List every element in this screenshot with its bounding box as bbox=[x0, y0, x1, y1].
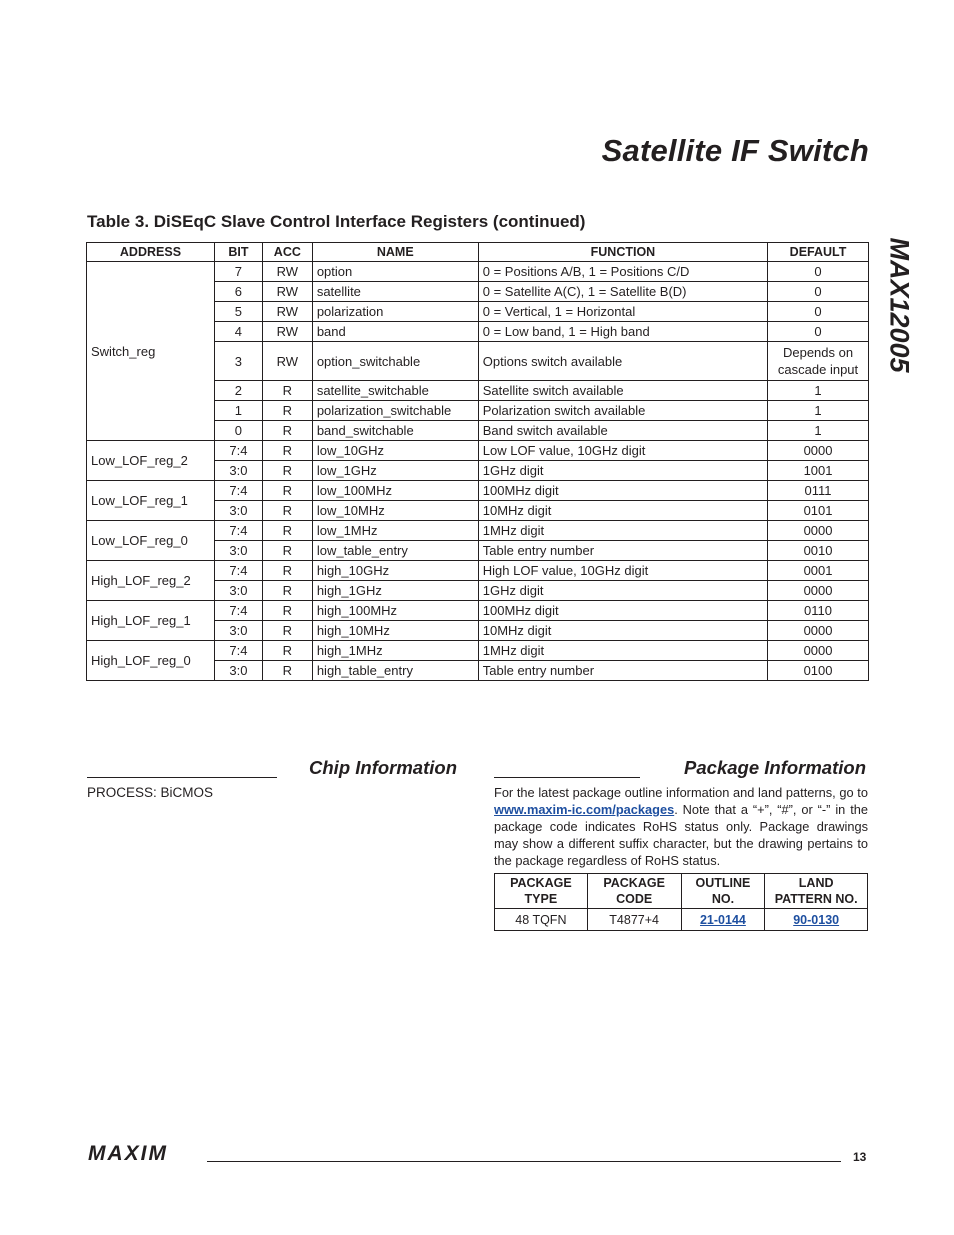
name-cell: low_100MHz bbox=[312, 481, 478, 501]
function-cell: 1GHz digit bbox=[478, 581, 767, 601]
outline-no-cell bbox=[681, 909, 765, 931]
default-cell: 0 bbox=[768, 262, 869, 282]
function-cell: 100MHz digit bbox=[478, 481, 767, 501]
default-cell: 1001 bbox=[768, 461, 869, 481]
bit-cell: 3:0 bbox=[214, 621, 262, 641]
name-cell: option bbox=[312, 262, 478, 282]
acc-cell: R bbox=[262, 401, 312, 421]
default-cell: 0100 bbox=[768, 661, 869, 681]
column-header bbox=[587, 874, 681, 909]
table-row bbox=[495, 909, 868, 931]
bit-cell: 4 bbox=[214, 322, 262, 342]
name-cell: high_100MHz bbox=[312, 601, 478, 621]
acc-cell: R bbox=[262, 461, 312, 481]
page-title: Satellite IF Switch bbox=[601, 133, 869, 168]
function-cell: 0 = Satellite A(C), 1 = Satellite B(D) bbox=[478, 282, 767, 302]
name-cell: low_10MHz bbox=[312, 501, 478, 521]
function-cell: Band switch available bbox=[478, 421, 767, 441]
default-cell: 0001 bbox=[768, 561, 869, 581]
package-type-cell: 48 TQFN bbox=[495, 909, 588, 931]
name-cell: polarization bbox=[312, 302, 478, 322]
function-cell: High LOF value, 10GHz digit bbox=[478, 561, 767, 581]
table-row bbox=[87, 601, 869, 621]
table-header-row bbox=[87, 243, 869, 262]
name-cell: high_10MHz bbox=[312, 621, 478, 641]
address-cell: High_LOF_reg_1 bbox=[87, 601, 215, 641]
default-cell: 0 bbox=[768, 282, 869, 302]
chip-information-heading bbox=[87, 757, 457, 781]
package-information-heading bbox=[494, 757, 866, 781]
acc-cell: RW bbox=[262, 282, 312, 302]
table-header-row bbox=[495, 874, 868, 909]
acc-cell: R bbox=[262, 481, 312, 501]
table-title: Table 3. DiSEqC Slave Control Interface Registers (continued) bbox=[87, 212, 586, 231]
name-cell: high_10GHz bbox=[312, 561, 478, 581]
bit-cell: 7 bbox=[214, 262, 262, 282]
name-cell: low_10GHz bbox=[312, 441, 478, 461]
acc-cell: R bbox=[262, 581, 312, 601]
bit-cell: 7:4 bbox=[214, 481, 262, 501]
acc-cell: RW bbox=[262, 262, 312, 282]
header-line: CODE bbox=[616, 892, 653, 906]
package-table bbox=[494, 873, 868, 931]
bit-cell: 7:4 bbox=[214, 441, 262, 461]
default-cell: 0000 bbox=[768, 581, 869, 601]
paragraph-text: . Note that a “+”, “#”, or “-” in the package code indicates RoHS status only. Package drawings may show a different suffix character, but the drawing pertains to the package regardless of RoHS status. bbox=[494, 802, 868, 868]
address-cell: High_LOF_reg_2 bbox=[87, 561, 215, 601]
name-cell: high_table_entry bbox=[312, 661, 478, 681]
function-cell: Low LOF value, 10GHz digit bbox=[478, 441, 767, 461]
bit-cell: 0 bbox=[214, 421, 262, 441]
name-cell: low_1GHz bbox=[312, 461, 478, 481]
bit-cell: 7:4 bbox=[214, 521, 262, 541]
maxim-logo bbox=[88, 1144, 202, 1162]
bit-cell: 2 bbox=[214, 381, 262, 401]
function-cell: Polarization switch available bbox=[478, 401, 767, 421]
column-header: ACC bbox=[262, 243, 312, 262]
header-line: PACKAGE bbox=[603, 876, 665, 890]
function-cell: Options switch available bbox=[478, 342, 767, 381]
acc-cell: R bbox=[262, 661, 312, 681]
heading-rule bbox=[494, 777, 640, 778]
default-cell: 0101 bbox=[768, 501, 869, 521]
side-part-number bbox=[881, 210, 917, 400]
name-cell: low_table_entry bbox=[312, 541, 478, 561]
table-row bbox=[87, 641, 869, 661]
acc-cell: R bbox=[262, 501, 312, 521]
bit-cell: 6 bbox=[214, 282, 262, 302]
land-pattern-link[interactable]: 90-0130 bbox=[793, 912, 840, 927]
acc-cell: R bbox=[262, 641, 312, 661]
bit-cell: 3:0 bbox=[214, 581, 262, 601]
chip-information-title: Chip Information bbox=[309, 757, 457, 778]
column-header: BIT bbox=[214, 243, 262, 262]
table-row bbox=[87, 521, 869, 541]
default-cell: 1 bbox=[768, 421, 869, 441]
column-header bbox=[765, 874, 868, 909]
function-cell: 10MHz digit bbox=[478, 501, 767, 521]
table-row bbox=[87, 561, 869, 581]
heading-rule bbox=[87, 777, 277, 778]
acc-cell: RW bbox=[262, 342, 312, 381]
packages-link[interactable]: www.maxim-ic.com/packages bbox=[494, 802, 675, 817]
acc-cell: R bbox=[262, 381, 312, 401]
bit-cell: 3 bbox=[214, 342, 262, 381]
default-cell: 0000 bbox=[768, 441, 869, 461]
default-cell: 0000 bbox=[768, 521, 869, 541]
name-cell: high_1MHz bbox=[312, 641, 478, 661]
function-cell: Table entry number bbox=[478, 541, 767, 561]
land-pattern-cell bbox=[765, 909, 868, 931]
default-cell: 0 bbox=[768, 322, 869, 342]
process-text: PROCESS: BiCMOS bbox=[87, 785, 214, 800]
default-cell: 1 bbox=[768, 401, 869, 421]
default-cell: 0000 bbox=[768, 621, 869, 641]
default-cell: 0 bbox=[768, 302, 869, 322]
table-row bbox=[87, 262, 869, 282]
address-cell: Switch_reg bbox=[87, 262, 215, 441]
paragraph-text: For the latest package outline information and land patterns, go to bbox=[494, 785, 868, 800]
header-line: TYPE bbox=[524, 892, 558, 906]
header-line: PACKAGE bbox=[510, 876, 572, 890]
default-cell: 0111 bbox=[768, 481, 869, 501]
column-header: DEFAULT bbox=[768, 243, 869, 262]
acc-cell: R bbox=[262, 421, 312, 441]
package-info-paragraph bbox=[494, 784, 868, 869]
package-code-cell: T4877+4 bbox=[587, 909, 681, 931]
default-line: Depends on bbox=[782, 345, 854, 360]
outline-link[interactable]: 21-0144 bbox=[699, 912, 746, 927]
bit-cell: 3:0 bbox=[214, 461, 262, 481]
package-information-title: Package Information bbox=[684, 757, 866, 778]
column-header bbox=[495, 874, 588, 909]
default-cell: 1 bbox=[768, 381, 869, 401]
name-cell: band bbox=[312, 322, 478, 342]
name-cell: satellite bbox=[312, 282, 478, 302]
acc-cell: RW bbox=[262, 322, 312, 342]
address-cell: Low_LOF_reg_0 bbox=[87, 521, 215, 561]
address-cell: Low_LOF_reg_2 bbox=[87, 441, 215, 481]
default-cell: 0110 bbox=[768, 601, 869, 621]
function-cell: 0 = Vertical, 1 = Horizontal bbox=[478, 302, 767, 322]
acc-cell: R bbox=[262, 441, 312, 461]
column-header: ADDRESS bbox=[87, 243, 215, 262]
function-cell: 1MHz digit bbox=[478, 641, 767, 661]
bit-cell: 3:0 bbox=[214, 501, 262, 521]
address-cell: Low_LOF_reg_1 bbox=[87, 481, 215, 521]
acc-cell: R bbox=[262, 621, 312, 641]
header-line: NO. bbox=[711, 892, 735, 906]
column-header: FUNCTION bbox=[478, 243, 767, 262]
name-cell: high_1GHz bbox=[312, 581, 478, 601]
function-cell: 0 = Positions A/B, 1 = Positions C/D bbox=[478, 262, 767, 282]
default-line: cascade input bbox=[777, 362, 859, 377]
register-table bbox=[86, 242, 869, 681]
acc-cell: R bbox=[262, 561, 312, 581]
bit-cell: 7:4 bbox=[214, 641, 262, 661]
page-number: 13 bbox=[853, 1150, 867, 1164]
name-cell: satellite_switchable bbox=[312, 381, 478, 401]
table-row bbox=[87, 441, 869, 461]
default-cell: 0010 bbox=[768, 541, 869, 561]
address-cell: High_LOF_reg_0 bbox=[87, 641, 215, 681]
footer-rule bbox=[207, 1161, 841, 1162]
bit-cell: 7:4 bbox=[214, 561, 262, 581]
function-cell: Table entry number bbox=[478, 661, 767, 681]
bit-cell: 1 bbox=[214, 401, 262, 421]
function-cell: Satellite switch available bbox=[478, 381, 767, 401]
table-row bbox=[87, 481, 869, 501]
bit-cell: 3:0 bbox=[214, 661, 262, 681]
acc-cell: R bbox=[262, 521, 312, 541]
header-line: LAND bbox=[798, 876, 834, 890]
column-header bbox=[681, 874, 765, 909]
name-cell: low_1MHz bbox=[312, 521, 478, 541]
function-cell: 10MHz digit bbox=[478, 621, 767, 641]
default-cell bbox=[768, 342, 869, 381]
header-line: PATTERN NO. bbox=[774, 892, 858, 906]
name-cell: option_switchable bbox=[312, 342, 478, 381]
part-number-label: MAX12005 bbox=[884, 237, 915, 373]
column-header: NAME bbox=[312, 243, 478, 262]
logo-text: MAXIM bbox=[88, 1144, 168, 1162]
bit-cell: 5 bbox=[214, 302, 262, 322]
acc-cell: R bbox=[262, 541, 312, 561]
function-cell: 0 = Low band, 1 = High band bbox=[478, 322, 767, 342]
name-cell: polarization_switchable bbox=[312, 401, 478, 421]
name-cell: band_switchable bbox=[312, 421, 478, 441]
function-cell: 1MHz digit bbox=[478, 521, 767, 541]
acc-cell: RW bbox=[262, 302, 312, 322]
function-cell: 100MHz digit bbox=[478, 601, 767, 621]
acc-cell: R bbox=[262, 601, 312, 621]
function-cell: 1GHz digit bbox=[478, 461, 767, 481]
bit-cell: 7:4 bbox=[214, 601, 262, 621]
header-line: OUTLINE bbox=[695, 876, 751, 890]
default-cell: 0000 bbox=[768, 641, 869, 661]
bit-cell: 3:0 bbox=[214, 541, 262, 561]
